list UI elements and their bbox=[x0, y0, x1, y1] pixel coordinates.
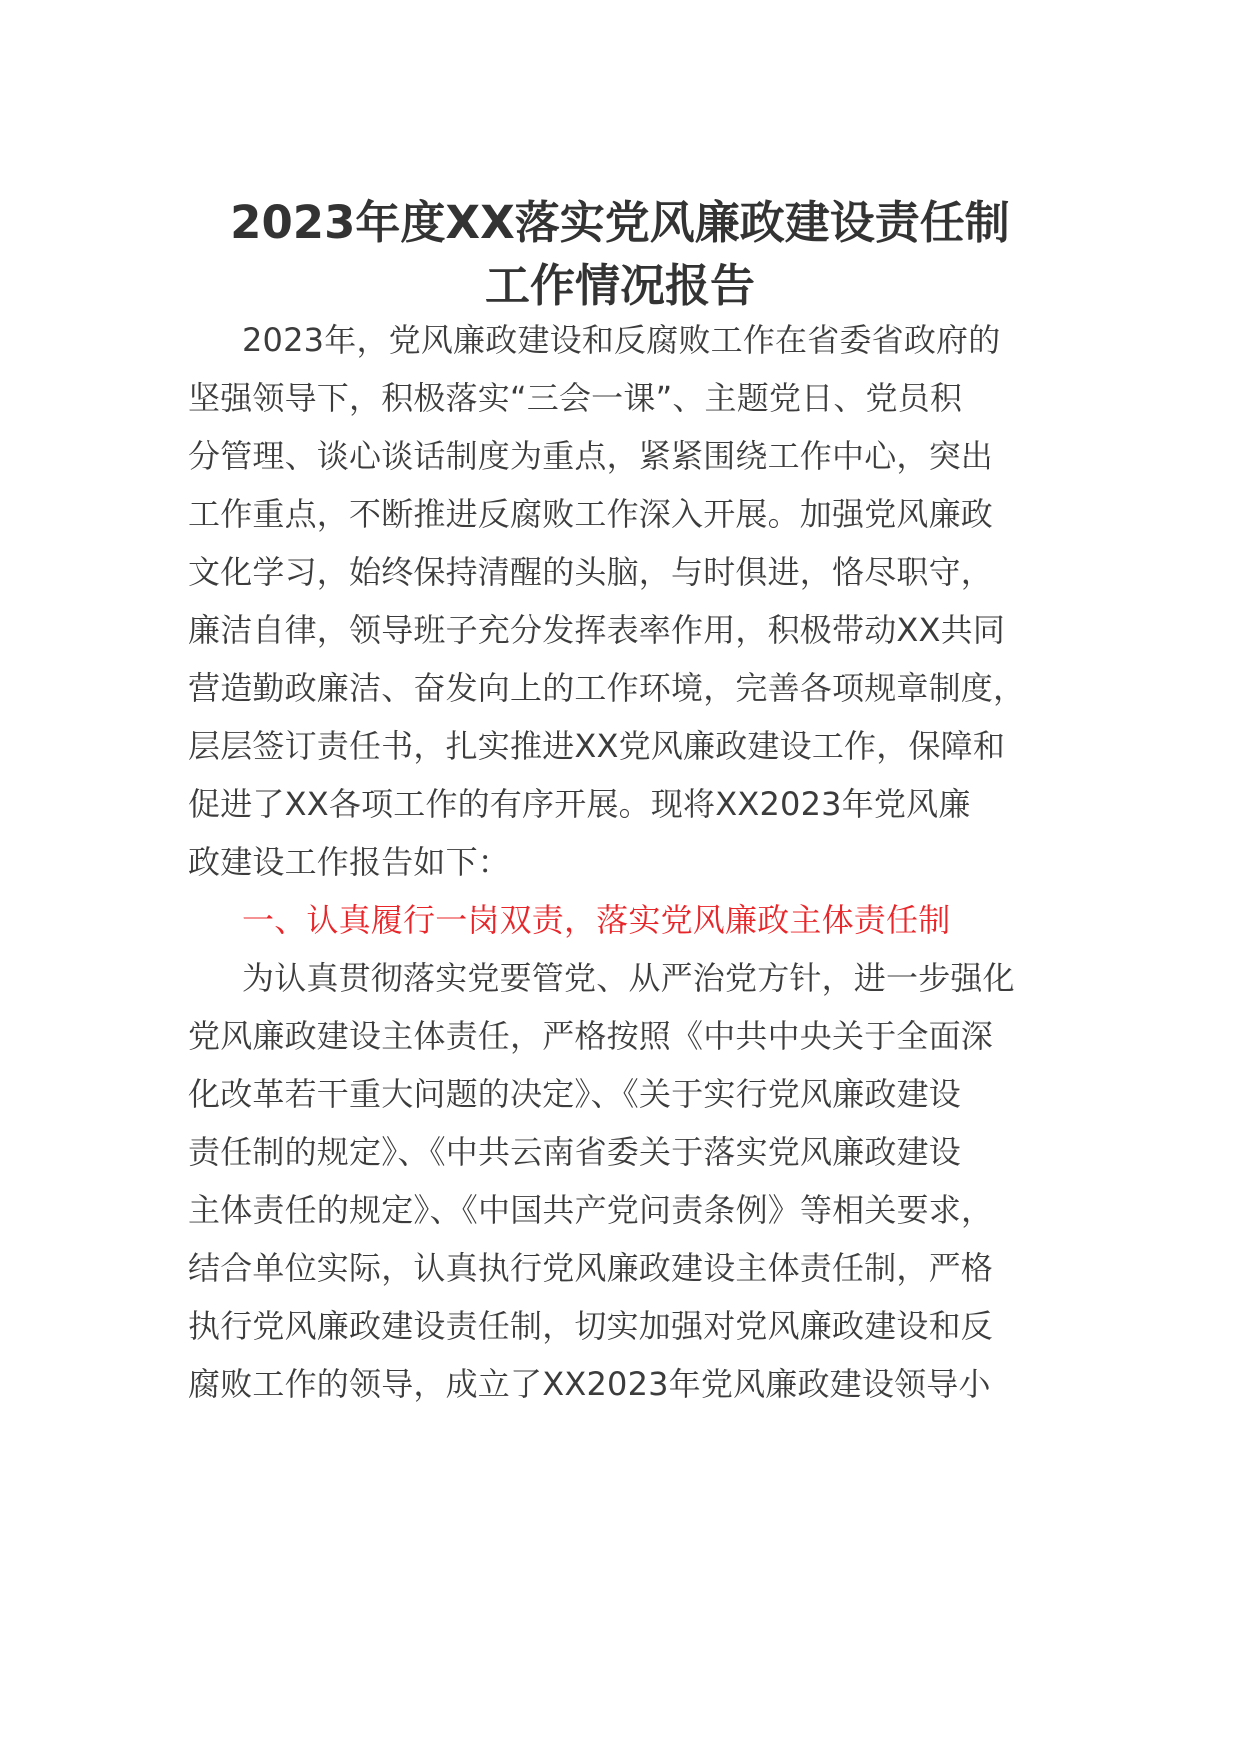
section-1-line: 腐败工作的领导，成立了XX2023年党风廉政建设领导小 bbox=[188, 1365, 991, 1403]
intro-line: 廉洁自律，领导班子充分发挥表率作用，积极带动XX共同 bbox=[188, 611, 1006, 649]
section-1-line: 为认真贯彻落实党要管党、从严治党方针，进一步强化 bbox=[242, 959, 1015, 997]
section-1-line: 责任制的规定》、《中共云南省委关于落实党风廉政建设 bbox=[188, 1133, 962, 1171]
intro-line: 政建设工作报告如下： bbox=[188, 843, 511, 881]
section-1-line: 结合单位实际，认真执行党风廉政建设主体责任制，严格 bbox=[188, 1249, 994, 1287]
section-1-line: 化改革若干重大问题的决定》、《关于实行党风廉政建设 bbox=[188, 1075, 962, 1113]
section-1-heading: 一、认真履行一岗双责，落实党风廉政主体责任制 bbox=[242, 901, 951, 939]
section-1-line: 执行党风廉政建设责任制，切实加强对党风廉政建设和反 bbox=[188, 1307, 994, 1345]
document-title-line-1: 2023年度XX落实党风廉政建设责任制 bbox=[230, 196, 1010, 249]
intro-line: 促进了XX各项工作的有序开展。现将XX2023年党风廉 bbox=[188, 785, 971, 823]
intro-line: 坚强领导下，积极落实“三会一课”、主题党日、党员积 bbox=[188, 379, 963, 417]
intro-line: 层层签订责任书，扎实推进XX党风廉政建设工作，保障和 bbox=[188, 727, 1006, 765]
intro-line: 分管理、谈心谈话制度为重点，紧紧围绕工作中心，突出 bbox=[188, 437, 994, 475]
intro-line: 2023年，党风廉政建设和反腐败工作在省委省政府的 bbox=[242, 321, 1001, 359]
intro-line: 工作重点，不断推进反腐败工作深入开展。加强党风廉政 bbox=[188, 495, 994, 533]
section-1-line: 党风廉政建设主体责任，严格按照《中共中央关于全面深 bbox=[188, 1017, 994, 1055]
document-title-line-2: 工作情况报告 bbox=[484, 259, 755, 312]
section-1-line: 主体责任的规定》、《中国共产党问责条例》等相关要求， bbox=[188, 1191, 994, 1229]
intro-line: 文化学习，始终保持清醒的头脑，与时俱进，恪尽职守， bbox=[188, 553, 994, 591]
intro-line: 营造勤政廉洁、奋发向上的工作环境，完善各项规章制度， bbox=[188, 669, 1026, 707]
